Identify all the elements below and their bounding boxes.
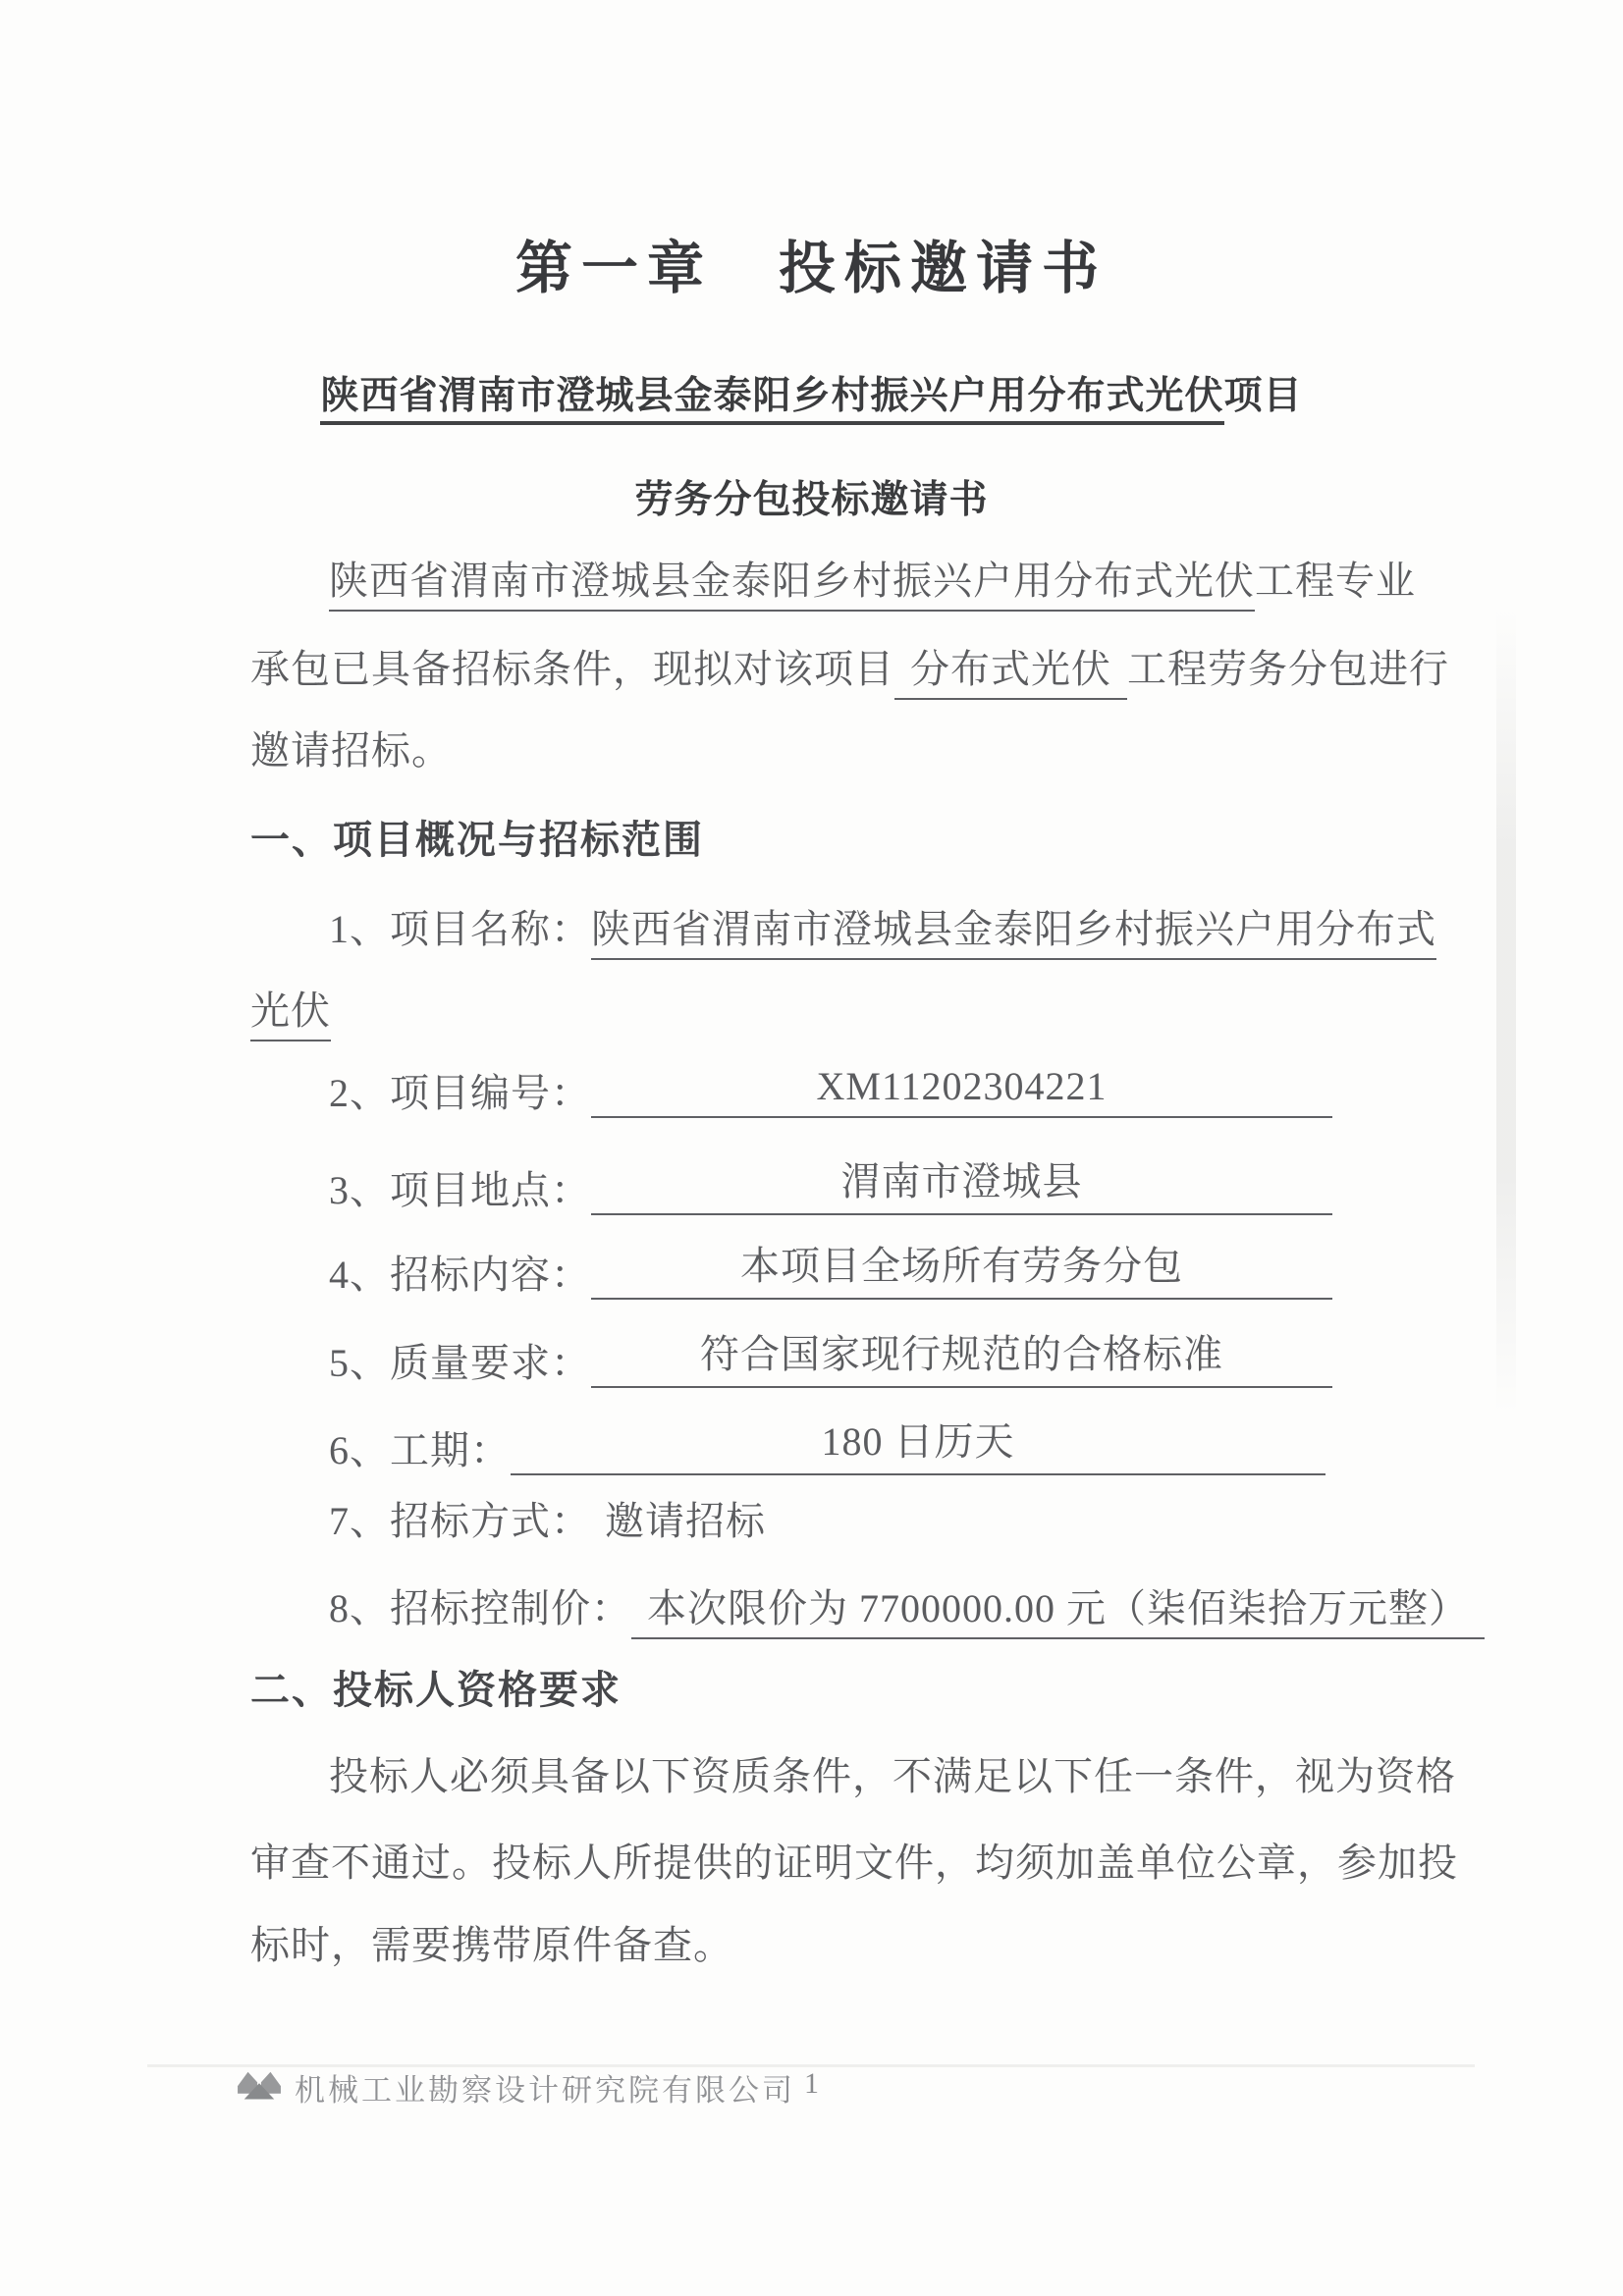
item1-label: 1、项目名称： xyxy=(329,907,591,951)
item6-blank-line xyxy=(511,1411,1325,1475)
item8-value: 本次限价为 7700000.00 元（柒佰柒拾万元整） xyxy=(631,1586,1485,1639)
list-item-5 xyxy=(329,1323,1332,1388)
scan-artifact-band xyxy=(1496,609,1516,1414)
item2-label: 2、项目编号： xyxy=(329,1071,591,1115)
intro-line-2 xyxy=(250,638,1449,694)
section1-heading: 一、项目概况与招标范围 xyxy=(250,819,704,862)
doc-subtitle-line2: 劳务分包投标邀请书 xyxy=(634,479,989,521)
list-item-2 xyxy=(329,1062,1332,1118)
doc-subtitle-underlined: 陕西省渭南市澄城县金泰阳乡村振兴户用分布式光伏 xyxy=(320,375,1223,425)
section2-heading: 二、投标人资格要求 xyxy=(250,1669,622,1712)
list-item-8 xyxy=(329,1577,1485,1633)
page-number: 1 xyxy=(804,2067,819,2100)
company-name: 机械工业勘察设计研究院有限公司 xyxy=(295,2073,795,2108)
item7-label: 7、招标方式： xyxy=(329,1499,591,1543)
item4-label: 4、招标内容： xyxy=(329,1253,591,1297)
list-item-6 xyxy=(329,1411,1325,1475)
item5-value: 符合国家现行规范的合格标准 xyxy=(700,1332,1223,1376)
qualification-line-2: 审查不通过。投标人所提供的证明文件，均须加盖单位公章，参加投 xyxy=(250,1841,1458,1885)
intro-line1-underlined: 陕西省渭南市澄城县金泰阳乡村振兴户用分布式光伏 xyxy=(329,559,1255,612)
intro-line-3: 邀请招标。 xyxy=(250,728,452,773)
doc-subtitle xyxy=(0,365,1623,420)
qualification-line-1: 投标人必须具备以下资质条件，不满足以下任一条件，视为资格 xyxy=(329,1754,1456,1798)
item2-blank-line xyxy=(591,1063,1332,1118)
intro-line2-post: 工程劳务分包进行 xyxy=(1127,647,1449,691)
intro-line-1 xyxy=(329,550,1416,606)
list-item-7 xyxy=(329,1490,766,1546)
list-item-1-continuation xyxy=(250,980,331,1036)
list-item-3 xyxy=(329,1150,1332,1215)
item5-blank-line xyxy=(591,1323,1332,1388)
qualification-line-3: 标时，需要携带原件备查。 xyxy=(250,1923,733,1967)
item6-label: 6、工期： xyxy=(329,1428,511,1472)
item5-label: 5、质量要求： xyxy=(329,1341,591,1385)
item3-label: 3、项目地点： xyxy=(329,1168,591,1212)
intro-line2-underlined: 分布式光伏 xyxy=(894,647,1127,700)
chapter-title: 第一章 投标邀请书 xyxy=(514,237,1108,300)
item4-value: 本项目全场所有劳务分包 xyxy=(740,1244,1183,1288)
item3-value: 渭南市澄城县 xyxy=(840,1159,1083,1203)
item2-value: XM11202304221 xyxy=(816,1064,1108,1108)
item6-value: 180 日历天 xyxy=(821,1419,1015,1464)
item8-label: 8、招标控制价： xyxy=(329,1586,631,1630)
list-item-4 xyxy=(329,1235,1332,1300)
intro-line1-rest: 工程专业 xyxy=(1255,559,1416,603)
list-item-1 xyxy=(329,898,1436,954)
intro-line2-pre: 承包已具备招标条件，现拟对该项目 xyxy=(250,647,894,691)
item4-blank-line xyxy=(591,1235,1332,1300)
item7-value: 邀请招标 xyxy=(605,1499,766,1543)
doc-subtitle-rest: 项目 xyxy=(1223,375,1303,417)
item1-value-continuation: 光伏 xyxy=(250,988,331,1041)
item1-value: 陕西省渭南市澄城县金泰阳乡村振兴户用分布式 xyxy=(591,907,1436,960)
item3-blank-line xyxy=(591,1150,1332,1215)
